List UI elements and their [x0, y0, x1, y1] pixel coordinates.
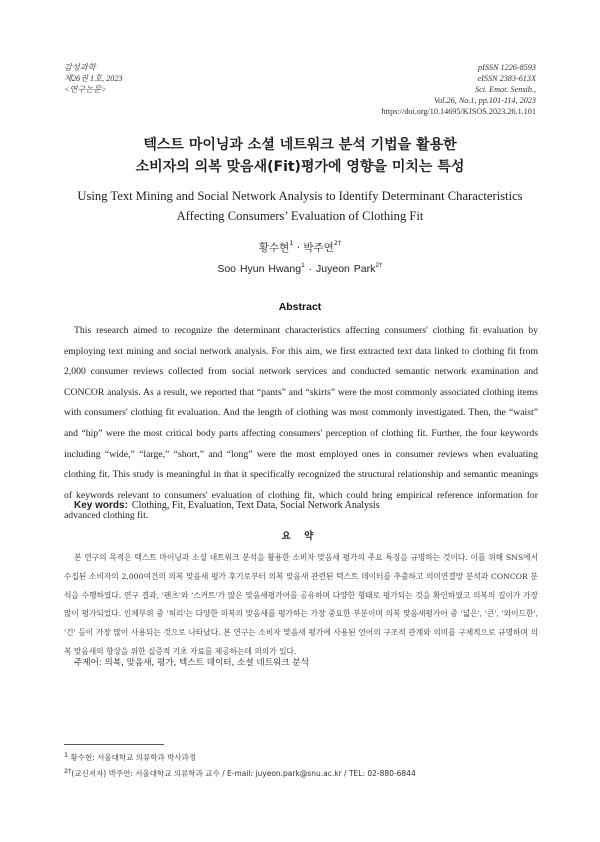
footnote-1-text: 황수현: 서울대학교 의류학과 박사과정 [70, 753, 197, 762]
author-1-en-affil: 1 [301, 262, 305, 269]
authors-english [0, 263, 600, 275]
journal-name-ko: 감성과학 [64, 63, 96, 72]
author-separator-en: · [304, 263, 317, 275]
title-en-line-2: Affecting Consumers’ Evaluation of Clothing Fit [176, 209, 424, 223]
authors-korean [0, 240, 600, 255]
abstract-heading: Abstract [278, 301, 322, 313]
pissn: pISSN 1226-8593 [478, 63, 536, 72]
author-1-ko-affil: 1 [289, 239, 294, 247]
doi-link[interactable]: https://doi.org/10.14695/KJSOS.2023.26.1.101 [381, 107, 536, 116]
title-en-line-1: Using Text Mining and Social Network Analysis to Identify Determinant Characteristics [77, 189, 523, 203]
footnote-2-mark: 2† [64, 767, 72, 775]
title-ko-line-2: 소비자의 의복 맞음새(Fit)평가에 영향을 미치는 특성 [135, 159, 465, 175]
summary-ko-heading: 요 약 [281, 531, 319, 542]
keywords-text: Clothing, Fit, Evaluation, Text Data, Social Network Analysis [131, 500, 380, 511]
journal-meta-left [64, 62, 123, 95]
abstract-body: This research aimed to recognize the determinant characteristics affecting consumers' clothing fit evaluation by employing text mining and social network analysis. For this aim, we first extracted text data linked to clothing fit from 2,000 consumer reviews collected from social network services and conducted semantic network examination and CONCOR analysis. As a result, we reported that “pants” and “skirts” were the most commonly associated clothing items with consumers' clothing fit evaluation. And the length of clothing was most commonly investigated. Then, the “waist” and “hip” were the most critical body parts affecting consumers' perception of clothing fit. Further, the four keywords including “wide,” “large,” “short,” and “long” were the most employed ones in consumer reviews when evaluating clothing fit. This study is meaningful in that it specifically recognized the structural relationship and semantic meanings of keywords relevant to consumers' evaluation of clothing fit, which could bring empirical reference information for advanced clothing fit. [64, 325, 538, 522]
author-separator: · [293, 242, 304, 254]
title-english [60, 186, 540, 226]
eissn: eISSN 2383-613X [477, 74, 536, 83]
title-korean [60, 134, 540, 178]
keywords-korean [74, 656, 309, 668]
volume-ko: 제26권 1호, 2023 [64, 74, 123, 83]
journal-name-en: Sci. Emot. Sensib., [475, 85, 536, 94]
author-2-ko-affil: 2† [333, 239, 342, 247]
volume-en: Vol.26, No.1, pp.101-114, 2023 [434, 96, 536, 105]
article-type-ko: <연구논문> [64, 85, 107, 94]
footnote-2-text: (교신저자) 박주연: 서울대학교 의류학과 교수 / E-mail: juyeon.park@snu.ac.kr / TEL: 02-880-6844 [71, 769, 416, 778]
keywords-label: Key words: [74, 500, 128, 511]
author-1-en: Soo Hyun Hwang [217, 263, 302, 275]
footnote-divider [64, 744, 164, 745]
keywords-ko-text: 의복, 맞음새, 평가, 텍스트 데이터, 소셜 네트워크 분석 [104, 658, 309, 668]
author-1-ko: 황수현 [258, 242, 290, 254]
author-2-en-affil: 2† [375, 262, 383, 269]
summary-ko-body: 본 연구의 목적은 텍스트 마이닝과 소셜 네트워크 분석을 활용한 소비자 맞음새 평가의 주요 특징을 규명하는 것이다. 이를 위해 SNS에서 수집된 소비자의 2,000여건의 의복 맞음새 평가 후기로부터 의복 맞음새 관련된 텍스트 데이터를 추출하고 의미연결망 분석과 CONCOR 분석을 수행하였다. 연구 결과, '팬츠'와 '스커트'가 많은 맞음새평가어를 공유하며 다양한 형태로 평가되는 것을 확인하였고 의복의 길이가 가장 많이 평가되었다. 인체부위 중 '허리'는 다양한 의복의 맞음새를 평가하는 가장 중요한 부분이며 의복 맞음새평가어 중 '넓은', '큰', '와이드한', '긴' 등이 가장 많이 사용되는 것으로 나타났다. 본 연구는 소비자 맞음새 평가에 사용된 언어의 구조적 관계와 의미를 구체적으로 규명하며 의복 맞음새의 향상을 위한 실증적 기초 자료를 제공하는데 의의가 있다. [64, 553, 538, 656]
author-2-ko: 박주연 [303, 242, 334, 254]
footnote-1 [64, 752, 196, 763]
title-ko-line-1: 텍스트 마이닝과 소셜 네트워크 분석 기법을 활용한 [143, 137, 457, 153]
journal-meta-right [381, 62, 536, 117]
footnote-1-mark: 1 [64, 751, 69, 759]
keywords-english [74, 500, 380, 511]
footnote-2 [64, 768, 416, 779]
keywords-ko-label: 주제어: [74, 658, 102, 668]
author-2-en: Juyeon Park [316, 263, 376, 275]
